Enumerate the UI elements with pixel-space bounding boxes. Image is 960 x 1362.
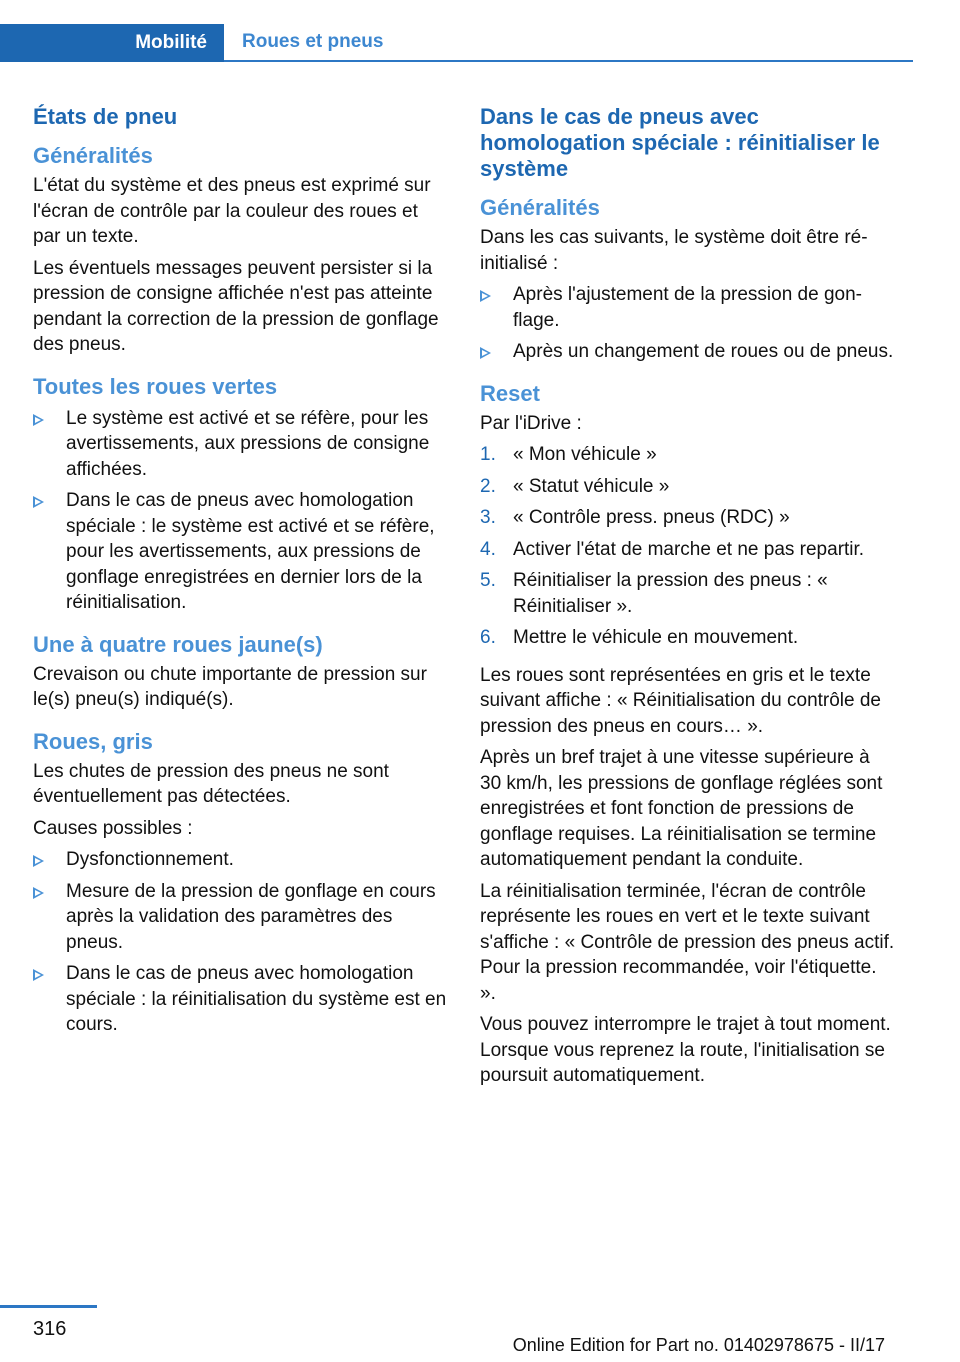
paragraph: Causes possibles : — [33, 817, 193, 839]
step-text: « Mon véhicule » — [513, 444, 657, 465]
list-item-text: Dans le cas de pneus avec homologation spéciale : le système est activé et se réfère, pour les avertissements, aux pressions de gonflage enregistrées en dernier lors de la réinitialisation. — [66, 490, 435, 613]
step-text: « Statut véhicule » — [513, 475, 670, 497]
heading-generalites: Généralités — [480, 195, 600, 220]
paragraph: Les chutes de pression des pneus ne sont éventuellement pas détectées. — [33, 760, 389, 807]
triangle-bullet-icon — [33, 496, 44, 508]
paragraph: Vous pouvez interrompre le trajet à tout moment. Lorsque vous reprenez la route, l'initialisation se poursuit automatiquement. — [480, 1014, 891, 1086]
paragraph: La réinitialisation terminée, l'écran de contrôle représente les roues en vert et le texte suivant s'affiche : « Contrôle de pression des pneus actif. Pour la pression recommandée, voir l'étiquette. ». — [480, 880, 895, 1004]
step-number: 3. — [480, 507, 496, 528]
triangle-bullet-icon — [480, 347, 491, 359]
numbered-steps — [480, 442, 895, 651]
footer-rule — [0, 1305, 97, 1308]
heading-roues-vertes: Toutes les roues vertes — [33, 373, 278, 399]
step-number: 6. — [480, 627, 496, 648]
list-item — [480, 339, 895, 365]
triangle-bullet-icon — [33, 414, 44, 426]
list-item — [33, 961, 448, 1038]
triangle-bullet-icon — [33, 969, 44, 981]
section-title-reinitialiser: Dans le cas de pneus avec homologation spéciale : réinitialiser le système — [480, 104, 880, 181]
step-item — [480, 625, 895, 651]
step-number: 4. — [480, 538, 496, 560]
edition-note: Online Edition for Part no. 01402978675 - II/17 — [512, 1335, 885, 1355]
list-item-text: Dans le cas de pneus avec homologation spéciale : la réinitialisation du système est en cours. — [66, 963, 447, 1035]
step-number: 2. — [480, 475, 496, 497]
step-item — [480, 568, 895, 619]
step-item — [480, 442, 895, 468]
left-column — [33, 100, 448, 1050]
section-title-etats-de-pneu: États de pneu — [33, 104, 178, 129]
step-number: 5. — [480, 570, 496, 591]
step-text: Mettre le véhicule en mouvement. — [513, 627, 799, 648]
paragraph: Les roues sont représentées en gris et le texte suivant affiche : « Réinitialisation du contrôle de pression des pneus en cours… ». — [480, 664, 882, 737]
heading-roues-jaunes: Une à quatre roues jaune(s) — [33, 631, 323, 657]
list-item — [480, 282, 895, 333]
tab-roues-et-pneus[interactable]: Roues et pneus — [224, 24, 913, 62]
step-text: « Contrôle press. pneus (RDC) » — [513, 507, 790, 528]
list-item — [33, 879, 448, 956]
list-item-text: Mesure de la pression de gonflage en cours après la validation des paramètres des pneus. — [66, 880, 436, 953]
step-text: Réinitialiser la pression des pneus : « Réinitialiser ». — [513, 570, 828, 617]
paragraph: Les éventuels messages peuvent persister si la pression de consigne affichée n'est pas atteinte pendant la correction de la pression de gonflage des pneus. — [33, 257, 439, 355]
step-text: Activer l'état de marche et ne pas repartir. — [513, 538, 865, 560]
list-item-text: Après l'ajustement de la pression de gonflage. — [513, 284, 862, 331]
tab-mobilite[interactable]: Mobilité — [0, 24, 224, 62]
triangle-bullet-icon — [480, 290, 491, 302]
list-item — [33, 406, 448, 483]
page-number: 316 — [33, 1318, 67, 1340]
paragraph: Dans les cas suivants, le système doit être réinitialisé : — [480, 227, 868, 274]
list-item-text: Le système est activé et se réfère, pour les avertissements, aux pressions de consigne affichées. — [66, 407, 430, 480]
step-number: 1. — [480, 444, 496, 465]
triangle-bullet-icon — [33, 887, 44, 899]
list-item-text: Après un changement de roues ou de pneus. — [513, 341, 894, 362]
heading-reset: Reset — [480, 380, 540, 406]
heading-generalites: Généralités — [33, 143, 153, 168]
triangle-bullet-icon — [33, 855, 44, 867]
bullet-list — [480, 282, 895, 365]
header-bar — [0, 24, 895, 62]
list-item-text: Dysfonctionnement. — [66, 849, 234, 870]
step-item — [480, 474, 895, 500]
list-item — [33, 847, 448, 873]
bullet-list — [33, 406, 448, 616]
step-item — [480, 537, 895, 563]
bullet-list — [33, 847, 448, 1038]
paragraph: L'état du système et des pneus est exprimé sur l'écran de contrôle par la couleur des roues et par un texte. — [33, 175, 431, 247]
paragraph: Crevaison ou chute importante de pression sur le(s) pneu(s) indiqué(s). — [33, 663, 427, 710]
right-column — [480, 100, 895, 1095]
paragraph: Après un bref trajet à une vitesse supérieure à 30 km/h, les pressions de gonflage réglées sont enregistrées et font fonction de pressions de gonflage requises. La réinitialisation se termine automatiquement pendant la conduite. — [480, 747, 883, 870]
heading-roues-gris: Roues, gris — [33, 728, 153, 754]
list-item — [33, 488, 448, 616]
step-item — [480, 505, 895, 531]
paragraph: Par l'iDrive : — [480, 412, 582, 434]
